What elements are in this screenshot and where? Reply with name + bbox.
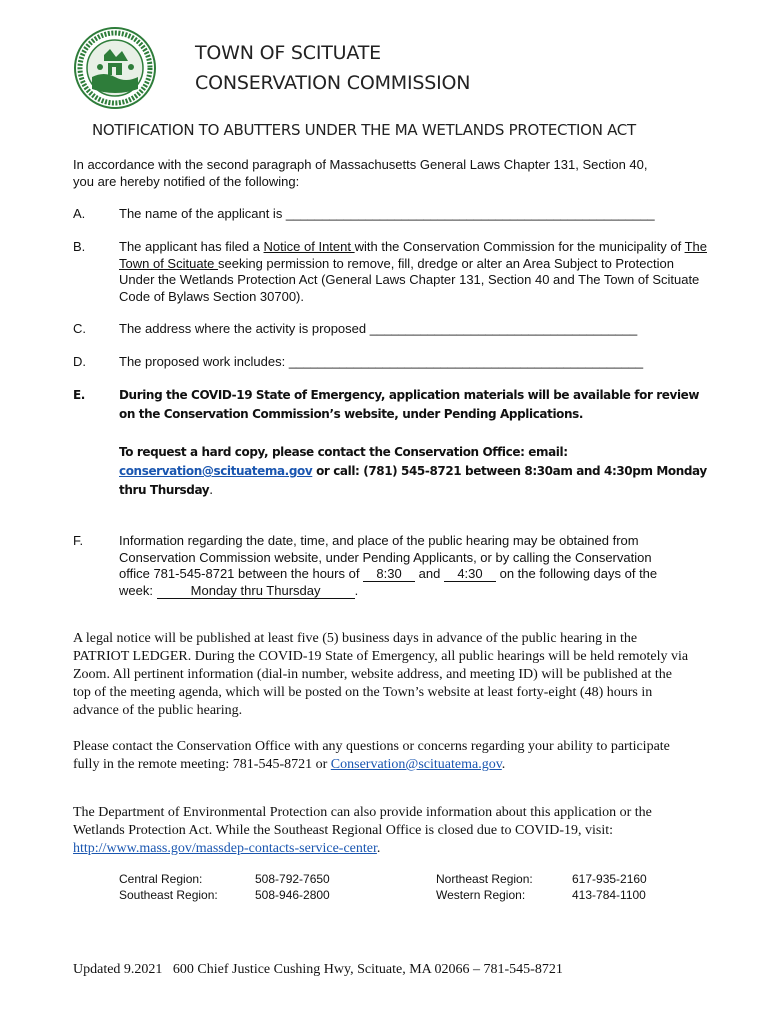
- region-central-name: Central Region:: [119, 872, 203, 886]
- town-seal-icon: [74, 27, 156, 109]
- item-d-letter: D.: [73, 354, 86, 369]
- item-f-line-4: [119, 583, 709, 600]
- item-e-para-2-end: .: [209, 483, 213, 497]
- end-time-field: 4:30: [444, 567, 496, 582]
- intro-paragraph: [73, 156, 713, 190]
- dep-paragraph: [73, 804, 693, 858]
- item-f-line-4-pre: week:: [119, 582, 157, 598]
- item-c-text: The address where the activity is proposed _____________________________________: [119, 321, 638, 336]
- start-time-field: 8:30: [363, 567, 415, 582]
- contact-paragraph-end: .: [501, 757, 506, 772]
- item-f-letter: F.: [73, 533, 84, 548]
- item-a-letter: A.: [73, 206, 86, 221]
- item-a-text: The name of the applicant is ___________________________________________________: [119, 206, 655, 221]
- item-f-line-2: Conservation Commission website, under Pending Applicants, or by calling the Conservation: [119, 549, 652, 565]
- conservation-email-link[interactable]: conservation@scituatema.gov: [119, 464, 313, 478]
- conservation-email-link-2[interactable]: Conservation@scituatema.gov: [330, 757, 502, 772]
- item-e-para-1: During the COVID-19 State of Emergency, application materials will be available for review on the Conservation Commission’s website, under Pending Applications.: [119, 388, 700, 421]
- item-d-text: The proposed work includes: _________________________________________________: [119, 354, 644, 369]
- region-western-phone: 413-784-1100: [572, 888, 646, 902]
- item-f-line-3: [119, 566, 709, 583]
- item-b-rest: seeking permission to remove, fill, dredge or alter an Area Subject to Protection Under the Wetlands Protection Act (General Laws Chapter 131, Section 40 and The Town of Scituate Code of Bylaws Section 30700).: [119, 255, 700, 304]
- item-f-line-4-post: .: [354, 582, 359, 598]
- item-b-text: [119, 239, 709, 305]
- region-northeast-name: Northeast Region:: [436, 872, 533, 886]
- dep-paragraph-end: .: [376, 841, 381, 856]
- item-e-para-2: [119, 443, 707, 500]
- intro-line-1: In accordance with the second paragraph of Massachusetts General Laws Chapter 131, Section 40,: [73, 157, 648, 172]
- contact-paragraph-text: Please contact the Conservation Office with any questions or concerns regarding your ability to participate fully in the remote meeting: 781-545-8721 or: [73, 739, 670, 772]
- town-of-scituate-label: The Town of Scituate: [119, 239, 707, 271]
- item-f-line-1: Information regarding the date, time, and place of the public hearing may be obtained from: [119, 533, 639, 548]
- intro-line-2: you are hereby notified of the following:: [73, 174, 300, 189]
- region-southeast-name: Southeast Region:: [119, 888, 218, 902]
- item-f-line-3-pre: office 781-545-8721 between the hours of: [119, 566, 364, 581]
- header-commission-name: CONSERVATION COMMISSION: [195, 72, 471, 94]
- document-title: NOTIFICATION TO ABUTTERS UNDER THE MA WETLANDS PROTECTION ACT: [92, 121, 636, 139]
- item-c-letter: C.: [73, 321, 86, 336]
- item-e-letter: E.: [73, 388, 85, 402]
- item-f-text: [119, 533, 709, 599]
- region-southeast-phone: 508-946-2800: [255, 888, 330, 902]
- legal-notice-paragraph: A legal notice will be published at least five (5) business days in advance of the public hearing in the PATRIOT LEDGER. During the COVID-19 State of Emergency, all public hearings will be held remotely via Zoom. All pertinent information (dial-in number, website address, and meeting ID) will be published at the top of the meeting agenda, which will be posted on the Town’s website at least forty-eight (48) hours in advance of the public hearing.: [73, 631, 689, 718]
- item-f-line-3-mid: and: [415, 566, 444, 581]
- item-b-pre: The applicant has filed a: [119, 239, 264, 254]
- item-e-para-2-pre: To request a hard copy, please contact the Conservation Office: email:: [119, 445, 568, 459]
- item-e-para-2-post: or call: (781) 545-8721 between 8:30am and 4:30pm Monday thru Thursday: [119, 464, 707, 497]
- region-western-name: Western Region:: [436, 888, 526, 902]
- dep-paragraph-text: The Department of Environmental Protection can also provide information about this application or the Wetlands Protection Act. While the Southeast Regional Office is closed due to COVID-19, visit:: [73, 805, 652, 838]
- notice-of-intent-label: Notice of Intent: [263, 239, 355, 254]
- massdep-contacts-link[interactable]: http://www.mass.gov/massdep-contacts-service-center: [73, 841, 377, 856]
- meeting-days-field: Monday thru Thursday: [157, 584, 355, 599]
- contact-paragraph: [73, 738, 693, 774]
- header-town-name: TOWN OF SCITUATE: [195, 42, 381, 64]
- item-b-letter: B.: [73, 239, 86, 254]
- region-central-phone: 508-792-7650: [255, 872, 330, 886]
- item-f-line-3-post: on the following days of the: [495, 566, 658, 581]
- item-b-mid: with the Conservation Commission for the municipality of: [354, 239, 685, 254]
- footer-address: Updated 9.2021 600 Chief Justice Cushing Hwy, Scituate, MA 02066 – 781-545-8721: [73, 962, 563, 977]
- region-northeast-phone: 617-935-2160: [572, 872, 647, 886]
